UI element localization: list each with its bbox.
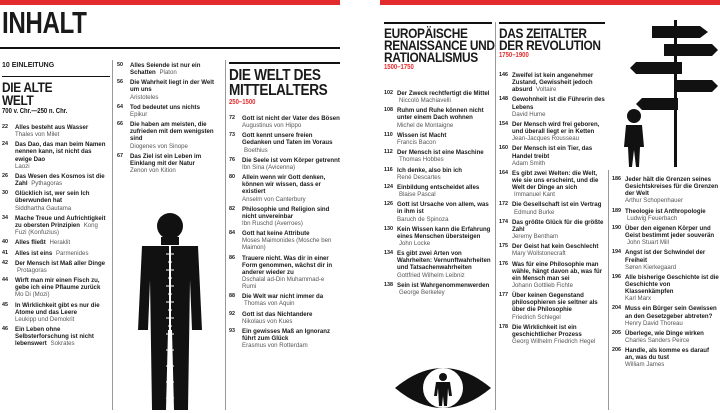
entry-title: Ein gewisses Maß an Ignoranz führt zum Glück <box>242 328 331 343</box>
entry-author: Protagoras <box>17 266 47 274</box>
page-number: 196 <box>612 273 621 280</box>
entry-title: Ein Leben ohne Selbsterforschung ist nicht lebenswert <box>15 326 94 348</box>
entry-title: Der Mensch ist Maß aller Dinge <box>15 259 106 267</box>
entry-title: Theologie ist Anthropologie <box>625 207 706 215</box>
entry-title: Was für eine Philosophie man wähle, hängt davon ab, was für ein Mensch man sei <box>512 260 603 282</box>
toc-entry[interactable] <box>384 282 492 296</box>
toc-column-6 <box>612 176 719 372</box>
entry-title: Mache Treue und Aufrichtigkeit zu obersten Prinzipien <box>15 214 106 229</box>
toc-entry[interactable] <box>229 206 340 227</box>
entry-author: Karl Marx <box>625 295 652 303</box>
entry-author: Georg Wilhelm Friedrich Hegel <box>512 337 596 345</box>
page-number: 110 <box>384 131 393 138</box>
section-antike <box>2 76 110 351</box>
toc-entry[interactable] <box>499 96 605 117</box>
section-heading <box>229 62 340 110</box>
entry-title: Der Mensch ist eine Maschine <box>397 149 484 157</box>
toc-entry[interactable] <box>2 326 110 347</box>
entry-author: Jean-Jacques Rousseau <box>512 135 580 143</box>
entry-author: Gottfried Wilhelm Leibniz <box>397 271 465 279</box>
section-title-line2: WELT <box>2 92 34 108</box>
page-number: 64 <box>117 103 123 110</box>
entry-author: Sokrates <box>50 340 75 348</box>
entry-author: Thomas von Aquin <box>244 300 295 308</box>
section-range: 1750–1900 <box>499 52 529 59</box>
page-number: 50 <box>117 62 123 68</box>
page-number: 124 <box>384 183 393 190</box>
page-number: 45 <box>2 301 8 308</box>
toc-entry[interactable] <box>117 121 223 149</box>
toc-entry[interactable] <box>612 249 719 270</box>
page-number: 194 <box>612 249 621 256</box>
entry-title: Das Dao, das man beim Namen nennen kann, ist nicht das ewige Dao <box>15 141 106 163</box>
intro-label[interactable]: EINLEITUNG <box>11 62 55 69</box>
page-number: 93 <box>229 328 235 335</box>
page-number: 204 <box>612 305 621 312</box>
toc-entry[interactable] <box>612 347 719 368</box>
toc-entry[interactable] <box>229 115 340 129</box>
page-number: 205 <box>612 329 621 336</box>
toc-entry[interactable] <box>499 72 605 93</box>
entry-author: Ludwig Feuerbach <box>627 214 678 222</box>
toc-entry[interactable] <box>499 121 605 142</box>
section-title-line1: DIE WELT DES <box>229 67 321 84</box>
toc-list <box>117 62 223 174</box>
section-heading <box>2 76 110 113</box>
entry-title: Die Welt war nicht immer da <box>242 293 324 301</box>
entry-author: Niccolò Machiavelli <box>399 97 451 105</box>
page-number: 186 <box>612 176 621 182</box>
toc-entry[interactable] <box>2 250 110 257</box>
entry-author: Immanuel Kant <box>514 191 555 199</box>
entry-title: Es gibt zwei Welten: die Welt, wie sie uns erscheint, und die Welt der Dinge an sich <box>512 169 599 192</box>
toc-entry[interactable] <box>2 141 110 169</box>
signpost-figure-icon <box>612 12 718 167</box>
toc-entry[interactable] <box>499 292 605 320</box>
toc-entry[interactable] <box>384 201 492 222</box>
toc-entry[interactable] <box>229 157 340 171</box>
section-title-line2: RENAISSANCE UND <box>384 37 495 53</box>
toc-entry[interactable] <box>612 208 719 222</box>
page-number: 116 <box>384 166 393 173</box>
intro-line <box>2 62 112 69</box>
page-number: 172 <box>499 201 508 208</box>
page-number: 206 <box>612 347 621 354</box>
entry-title: Es gibt zwei Arten von Wahrheiten: Vernunftwahrheiten und Tatsachenwahrheiten <box>397 250 491 272</box>
entry-title: Gewohnheit ist die Führerin des Lebens <box>512 96 605 111</box>
entry-title: Der Mensch ist ein Tier, das Handel treibt <box>512 145 593 160</box>
entry-author: Adam Smith <box>512 159 546 167</box>
page-number: 148 <box>499 96 508 103</box>
column-divider <box>495 22 496 410</box>
entry-title: Tod bedeutet uns nichts <box>130 103 200 111</box>
entry-title: Kein Wissen kann die Erfahrung eines Menschen übersteigen <box>397 225 491 240</box>
page-number: 26 <box>2 172 8 179</box>
page-number: 154 <box>499 120 508 127</box>
toc-entry[interactable] <box>499 145 605 166</box>
toc-entry[interactable] <box>499 219 605 240</box>
entry-title: Allein wenn wir Gott denken, können wir wissen, dass er existiert <box>242 174 326 196</box>
entry-author: George Berkeley <box>399 288 445 296</box>
entry-author: Heraklit <box>49 239 71 247</box>
page-number: 86 <box>229 254 235 261</box>
entry-author: Erasmus von Rotterdam <box>242 342 308 350</box>
page-number: 72 <box>229 115 235 121</box>
entry-title: Das Wesen des Kosmos ist die Zahl <box>15 172 105 188</box>
toc-entry[interactable] <box>612 176 719 204</box>
toc-entry[interactable] <box>384 90 492 104</box>
toc-list <box>229 115 340 349</box>
entry-author: Laozi <box>15 162 30 170</box>
toc-column-2 <box>117 62 223 177</box>
toc-entry[interactable] <box>2 190 110 211</box>
toc-entry[interactable] <box>2 277 110 298</box>
toc-entry[interactable] <box>117 62 223 76</box>
page-number: 41 <box>2 249 8 256</box>
toc-entry[interactable] <box>384 149 492 163</box>
page-number: 164 <box>499 169 508 176</box>
toc-entry[interactable] <box>2 302 110 323</box>
entry-title: Über den eigenen Körper und Geist bestimmt jeder souverän <box>625 224 715 240</box>
page-number: 174 <box>499 218 508 225</box>
page-number: 112 <box>384 149 393 156</box>
toc-entry[interactable] <box>384 250 492 278</box>
page-number: 126 <box>384 201 393 208</box>
entry-title: Die Wirklichkeit ist ein geschichtlicher Prozess <box>512 323 582 338</box>
page-number: 138 <box>384 281 393 288</box>
toc-entry[interactable] <box>384 107 492 128</box>
entry-author: Boethius <box>244 146 268 154</box>
section-range: 1500–1750 <box>384 64 414 71</box>
entry-author: Leukipp und Demokrit <box>15 315 75 323</box>
entry-author: Platon <box>159 69 177 77</box>
toc-list <box>612 176 719 369</box>
entry-title: Einbildung entscheidet alles <box>397 183 480 191</box>
page-number: 44 <box>2 277 8 284</box>
entry-author: Jeremy Bentham <box>512 233 559 240</box>
entry-title: Zweifel ist kein angenehmer Zustand, Gewissheit jedoch absurd <box>512 72 594 94</box>
entry-author: Siddhartha Gautama <box>15 204 72 212</box>
page-number: 175 <box>499 243 508 250</box>
toc-entry[interactable] <box>2 124 110 138</box>
section-title-line1: EUROPÄISCHE <box>384 25 468 41</box>
entry-author: Arthur Schopenhauer <box>625 197 683 205</box>
entry-author: Kong Fuzi (Konfuzius) <box>15 221 98 236</box>
toc-list <box>2 124 110 347</box>
entry-title: Die Wahrheit liegt in der Welt um uns <box>130 79 214 94</box>
title-rule <box>0 47 340 49</box>
entry-author: Pythagoras <box>31 180 63 188</box>
entry-author: Diogenes von Sinope <box>130 142 188 150</box>
page-number: 80 <box>229 174 235 181</box>
page-number: 66 <box>117 121 123 128</box>
entry-title: Alles ist eins <box>15 249 53 257</box>
entry-title: Der Geist hat kein Geschlecht <box>512 243 599 251</box>
entry-title: Jeder hält die Grenzen seines Gesichtskreises für die Grenzen der Welt <box>625 176 719 198</box>
toc-entry[interactable] <box>499 170 605 198</box>
entry-title: Gott ist das Nichtandere <box>242 310 313 318</box>
toc-entry[interactable] <box>384 184 492 198</box>
entry-author: William James <box>625 361 665 369</box>
entry-title: Überlege, wie Dinge wirken <box>625 329 704 337</box>
toc-entry[interactable] <box>117 79 223 100</box>
page-number: 56 <box>117 79 123 86</box>
page-number: 176 <box>499 260 508 267</box>
column-divider <box>112 60 113 410</box>
section-mittelalter <box>229 62 340 353</box>
section-title-line2: MITTELALTERS <box>229 82 328 99</box>
toc-list <box>499 72 605 345</box>
page-number: 84 <box>229 230 235 237</box>
entry-author: Henry David Thoreau <box>625 319 683 327</box>
entry-author: Edmund Burke <box>514 208 555 216</box>
entry-title: Gott ist nicht der Vater des Bösen <box>242 115 340 122</box>
entry-author: Parmenides <box>55 249 89 257</box>
toc-entry[interactable] <box>2 260 110 274</box>
entry-title: Die Gesellschaft ist ein Vertrag <box>512 201 602 209</box>
toc-entry[interactable] <box>117 104 223 118</box>
entry-title: Die haben am meisten, die zufrieden mit dem wenigsten sind <box>130 121 214 143</box>
page-number: 42 <box>2 259 8 266</box>
entry-author: David Hume <box>512 110 546 118</box>
page-number: 82 <box>229 205 235 212</box>
page-number: 30 <box>2 190 8 197</box>
entry-author: Charles Sanders Peirce <box>625 337 690 344</box>
section-heading <box>384 22 495 84</box>
toc-entry[interactable] <box>384 167 492 181</box>
toc-entry[interactable] <box>229 255 340 290</box>
column-divider <box>608 170 609 410</box>
page-number: 40 <box>2 239 8 246</box>
entry-title: Über keinen Gegenstand philosophieren sie seltner als über die Philosophie <box>512 292 598 314</box>
toc-entry[interactable] <box>2 239 110 246</box>
entry-title: Das größte Glück für die größte Zahl <box>512 218 604 233</box>
entry-author: Zenon von Kition <box>130 166 176 174</box>
toc-list <box>384 90 492 296</box>
entry-author: Aristoteles <box>130 93 159 101</box>
page-number: 92 <box>229 310 235 317</box>
entry-title: Alle bisherige Geschichte ist die Geschichte von Klassenkämpfen <box>625 273 719 296</box>
page-number: 177 <box>499 292 508 299</box>
toc-entry[interactable] <box>612 274 719 302</box>
entry-title: Ruhm und Ruhe können nicht unter einem Dach wohnen <box>397 107 484 122</box>
entry-author: John Locke <box>399 240 431 247</box>
page-number: 88 <box>229 293 235 300</box>
page-number: 73 <box>229 132 235 139</box>
page-number: 46 <box>2 326 8 333</box>
page-number: 130 <box>384 225 393 232</box>
page-number: 178 <box>499 323 508 330</box>
toc-entry[interactable] <box>384 226 492 247</box>
page-number: 22 <box>2 124 8 130</box>
section-range: 700 v. Chr.—250 n. Chr. <box>2 108 68 115</box>
toc-entry[interactable] <box>229 328 340 349</box>
entry-title: Alles besteht aus Wasser <box>15 124 89 131</box>
entry-title: Das Ziel ist ein Leben im Einklang mit der Natur <box>130 152 202 167</box>
toc-entry[interactable] <box>612 225 719 246</box>
section-title-line3: RATIONALISMUS <box>384 49 478 65</box>
entry-title: Muss ein Bürger sein Gewissen an den Gesetzgeber abtreten? <box>625 305 717 320</box>
eye-figure-icon <box>393 358 493 413</box>
entry-author: Thales von Milet <box>15 131 60 139</box>
section-revolution <box>499 22 605 348</box>
entry-title: Wirft man mir einen Fisch zu, gebe ich eine Pflaume zurück <box>15 277 101 292</box>
entry-author: Epikur <box>130 110 148 118</box>
toc-entry[interactable] <box>612 330 719 344</box>
page-number: 34 <box>2 214 8 221</box>
entry-author: Baruch de Spinoza <box>397 215 449 223</box>
entry-author: Mo Di (Mozi) <box>15 291 50 299</box>
entry-title: Philosophie und Religion sind nicht unvereinbar <box>242 205 330 220</box>
entry-author: Søren Kierkegaard <box>625 263 677 271</box>
entry-title: Glücklich ist, wer sein Ich überwunden hat <box>15 190 90 205</box>
toc-entry[interactable] <box>229 174 340 202</box>
toc-entry[interactable] <box>229 311 340 325</box>
entry-author: Blaise Pascal <box>399 191 436 199</box>
toc-entry[interactable] <box>229 293 340 307</box>
entry-author: Moses Maimonides (Mosche ben Maimon) <box>242 237 332 252</box>
toc-entry[interactable] <box>229 132 340 153</box>
page-number: 76 <box>229 156 235 163</box>
toc-entry[interactable] <box>2 173 110 187</box>
page-number: 146 <box>499 72 508 78</box>
column-divider <box>225 60 226 410</box>
entry-title: Angst ist der Schwindel der Freiheit <box>625 249 706 264</box>
entry-title: Gott hat keine Attribute <box>242 230 310 238</box>
top-red-bar-right <box>380 0 720 5</box>
section-title-line1: DIE ALTE <box>2 79 53 95</box>
entry-author: Friedrich Schlegel <box>512 313 561 321</box>
entry-author: Mary Wollstonecraft <box>512 250 566 258</box>
entry-title: Alles fließt <box>15 239 46 247</box>
page-number: 24 <box>2 141 8 148</box>
human-ruler-figure-icon <box>130 210 210 410</box>
entry-author: Ibn Ruschd (Averroes) <box>242 219 303 227</box>
entry-author: Michel de Montaigne <box>397 121 454 129</box>
intro-number[interactable]: 10 <box>2 62 10 69</box>
entry-author: Augustinus von Hippo <box>242 122 302 130</box>
toc-entry[interactable] <box>499 324 605 345</box>
page-number: 102 <box>384 90 393 96</box>
page-number: 160 <box>499 145 508 152</box>
entry-title: Alles Seiende ist nur ein Schatten <box>130 62 201 77</box>
page-number: 67 <box>117 152 123 159</box>
page-number: 190 <box>612 224 621 231</box>
section-title-line2: DER REVOLUTION <box>499 37 601 53</box>
toc-entry[interactable] <box>499 243 605 257</box>
toc-entry[interactable] <box>499 261 605 289</box>
section-title-line1: DAS ZEITALTER <box>499 25 587 41</box>
entry-title: Gott kennt unsere freien Gedanken und Taten im Voraus <box>242 132 333 147</box>
entry-author: John Stuart Mill <box>627 239 669 247</box>
page-number: 108 <box>384 107 393 114</box>
entry-title: Die Seele ist vom Körper getrennt <box>242 156 340 164</box>
page-number: 189 <box>612 207 621 214</box>
toc-entry[interactable] <box>117 153 223 174</box>
toc-entry[interactable] <box>499 201 605 215</box>
section-range: 250–1500 <box>229 99 256 106</box>
entry-author: Francis Bacon <box>397 138 436 146</box>
entry-title: Trauere nicht. Was dir in einer Form genommen, wächst dir in anderer wieder zu <box>242 254 333 276</box>
toc-entry[interactable] <box>229 230 340 251</box>
entry-title: In Wirklichkeit gibt es nur die Atome und das Leere <box>15 301 100 316</box>
entry-author: Thomas Hobbes <box>399 156 444 164</box>
entry-title: Wissen ist Macht <box>397 131 447 139</box>
entry-author: René Descartes <box>397 173 441 181</box>
entry-author: Voltaire <box>536 86 557 94</box>
entry-author: Ibn Sina (Avicenna) <box>242 163 296 171</box>
entry-title: Der Zweck rechtfertigt die Mittel <box>397 90 490 97</box>
page-number: 134 <box>384 250 393 257</box>
entry-title: Gott ist Ursache von allem, was in ihm ist <box>397 201 489 216</box>
entry-title: Sein ist Wahrgenommenwerden <box>397 281 490 289</box>
toc-entry[interactable] <box>384 132 492 146</box>
entry-author: Anselm von Canterbury <box>242 195 306 203</box>
toc-entry[interactable] <box>2 215 110 236</box>
entry-title: Der Mensch wird frei geboren, und überall liegt er in Ketten <box>512 120 600 136</box>
section-renaissance <box>384 22 495 299</box>
entry-author: Dschalal ad-Din Muhammad-e Rumi <box>242 276 325 291</box>
toc-entry[interactable] <box>612 305 719 326</box>
entry-title: Handle, als komme es darauf an, was du tust <box>625 347 709 362</box>
entry-author: Johann Gottlieb Fichte <box>512 281 573 289</box>
entry-author: Nikolaus von Kues <box>242 317 293 325</box>
entry-title: Ich denke, also bin ich <box>397 166 463 174</box>
page-title: INHALT <box>2 5 87 40</box>
